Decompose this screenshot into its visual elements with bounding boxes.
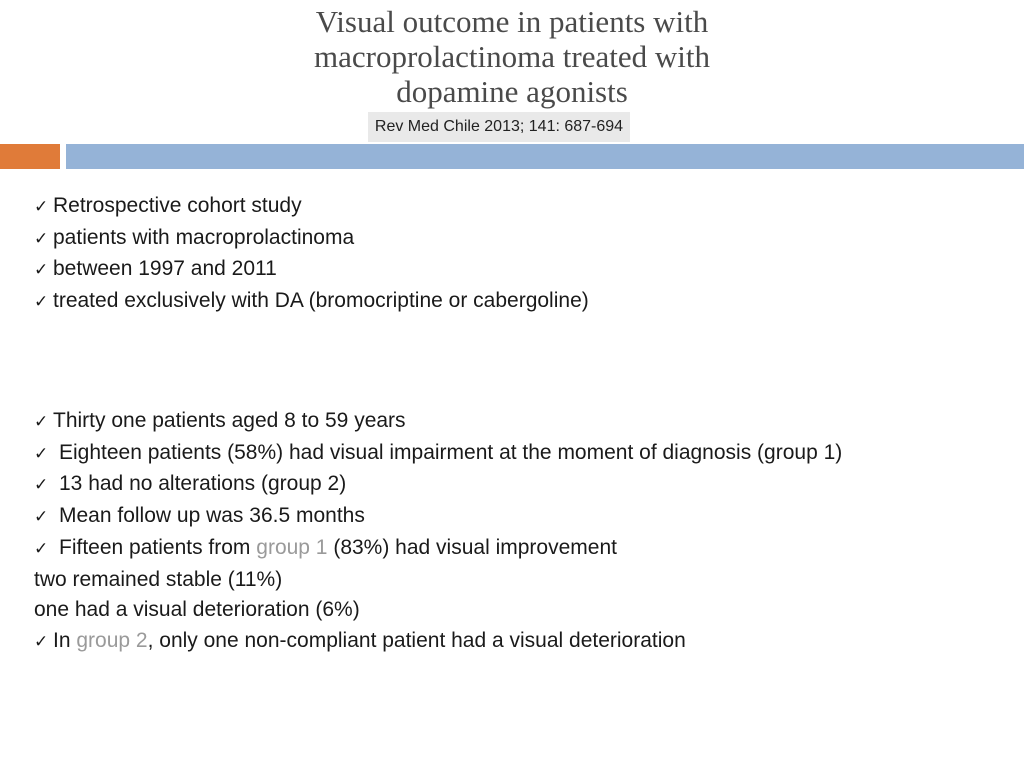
list-item [34,223,589,255]
result-group2-no-alterations: 13 had no alterations (group 2) [59,472,347,496]
list-item [34,191,589,223]
checkmark-icon: ✓ [34,412,49,432]
slide-title [0,4,1024,109]
list-item [34,626,842,658]
checkmark-icon: ✓ [34,507,49,528]
result-patients: Thirty one patients aged 8 to 59 years [53,409,406,432]
study-point: Retrospective cohort study [53,194,302,217]
result-group1-impairment: Eighteen patients (58%) had visual impairment at the moment of diagnosis (group 1) [59,440,843,464]
results-list [34,406,842,658]
list-item [34,469,842,501]
title-line-2: macroprolactinoma treated with [314,39,710,74]
checkmark-icon: ✓ [34,197,49,217]
list-item [34,533,842,565]
list-item [34,254,589,286]
study-point: between 1997 and 2011 [53,257,277,281]
accent-bar [0,144,60,169]
study-design-list [34,191,589,318]
list-item [34,565,842,596]
result-improvement-post: (83%) had visual improvement [327,535,617,559]
checkmark-icon: ✓ [34,631,49,652]
group-2-label: group 2 [76,628,148,652]
list-item [34,501,842,533]
citation-label: Rev Med Chile 2013; 141: 687-694 [368,112,630,142]
result-stable: two remained stable (11%) [34,567,283,591]
result-deterioration: one had a visual deterioration (6%) [34,598,360,622]
checkmark-icon: ✓ [34,228,49,249]
study-point: patients with macroprolactinoma [53,225,355,249]
header-band [66,144,1024,169]
study-point: treated exclusively with DA (bromocriptine or cabergoline) [53,289,589,313]
list-item [34,286,589,318]
checkmark-icon: ✓ [34,260,49,281]
result-group2-pre: In [53,628,77,652]
result-group2-post: , only one non-compliant patient had a visual deterioration [147,628,686,652]
list-item [34,438,842,470]
title-line-3: dopamine agonists [396,74,628,109]
result-improvement-pre: Fifteen patients from [59,535,257,559]
list-item [34,406,842,438]
checkmark-icon: ✓ [34,538,49,559]
group-1-label: group 1 [256,535,328,559]
list-item [34,595,842,626]
title-line-1: Visual outcome in patients with [315,4,709,39]
checkmark-icon: ✓ [34,443,49,464]
checkmark-icon: ✓ [34,475,49,496]
checkmark-icon: ✓ [34,292,49,313]
result-follow-up: Mean follow up was 36.5 months [59,504,365,528]
